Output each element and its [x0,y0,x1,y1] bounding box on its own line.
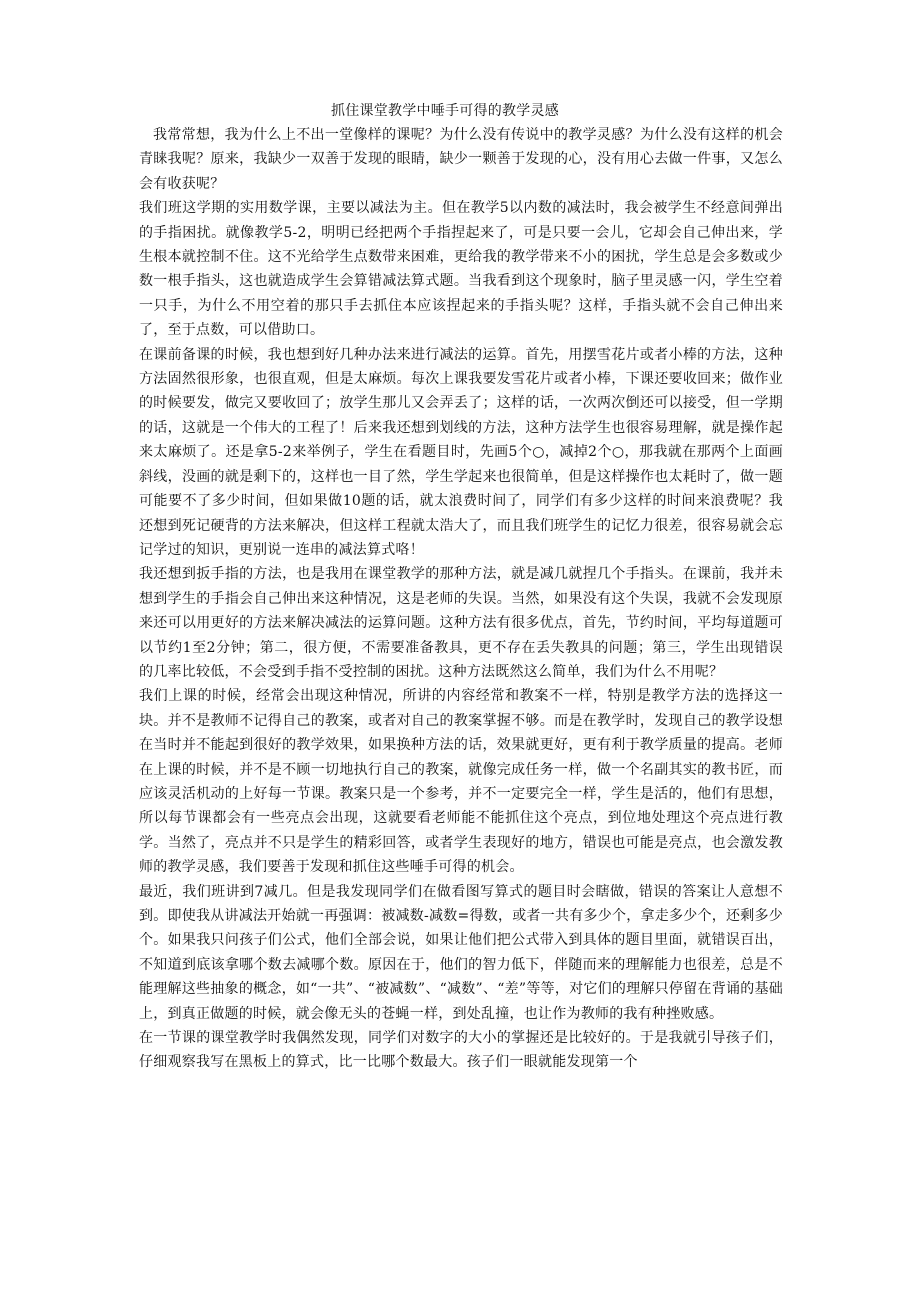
paragraph-seven-minus: 最近，我们班讲到7减几。但是我发现同学们在做看图写算式的题目时会瞎做，错误的答案让人意想不到。即使我从讲减法开始就一再强调：被减数-减数=得数，或者一共有多少个，拿走多少个，还剩多少个。如果我只问孩子们公式，他们全部会说，如果让他们把公式带入到具体的题目里面，就错误百出，不知道到底该拿哪个数去减哪个数。原因在于，他们的智力低下，伴随而来的理解能力也很差，总是不能理解这些抽象的概念，如“一共”、“被减数”、“减数”、“差”等等，对它们的理解只停留在背诵的基础上，到真正做题的时候，就会像无头的苍蝇一样，到处乱撞，也让作为教师的我有种挫败感。 [139,883,783,1022]
paragraph-lesson-plan-reflection: 我们上课的时候，经常会出现这种情况，所讲的内容经常和教案不一样，特别是教学方法的选择这一块。并不是教师不记得自己的教案，或者对自己的教案掌握不够。而是在教学时，发现自己的教学设想在当时并不能起到很好的教学效果，如果换种方法的话，效果就更好，更有利于教学质量的提高。老师在上课的时候，并不是不顾一切地执行自己的教案，就像完成任务一样，做一个名副其实的教书匠，而应该灵活机动的上好每一节课。教案只是一个参考，并不一定要完全一样，学生是活的，他们有思想，所以每节课都会有一些亮点会出现，这就要看老师能不能抓住这个亮点，到位地处理这个亮点进行教学。当然了，亮点并不只是学生的精彩回答，或者学生表现好的地方，错误也可能是亮点，也会激发教师的教学灵感，我们要善于发现和抓住这些唾手可得的机会。 [139,688,783,876]
document-body [139,99,783,1075]
paragraph-finger-method: 我还想到扳手指的方法，也是我用在课堂教学的那种方法，就是减几就捏几个手指头。在课前，我并未想到学生的手指会自己伸出来这种情况，这是老师的失误。当然，如果没有这个失误，我就不会发现原来还可以用更好的方法来解决减法的运算问题。这种方法有很多优点，首先，节约时间，平均每道题可以节约1至2分钟；第二，很方便，不需要准备教具，更不存在丢失教具的问题；第三，学生出现错误的几率比较低，不会受到手指不受控制的困扰。这种方法既然这么简单，我们为什么不用呢？ [139,566,783,680]
paragraph-finger-problem: 我们班这学期的实用数学课，主要以减法为主。但在教学5以内数的减法时，我会被学生不经意间弹出的手指困扰。就像教学5-2，明明已经把两个手指捏起来了，可是只要一会儿，它却会自己伸出来，学生根本就控制不住。这不光给学生点数带来困难，更给我的教学带来不小的困扰，学生总是会多数或少数一根手指头，这也就造成学生会算错减法算式题。当我看到这个现象时，脑子里灵感一闪，学生空着一只手，为什么不用空着的那只手去抓住本应该捏起来的手指头呢？这样，手指头就不会自己伸出来了，至于点数，可以借助口。 [139,200,783,339]
paragraph-lesson-prep-methods: 在课前备课的时候，我也想到好几种办法来进行减法的运算。首先，用摆雪花片或者小棒的方法，这种方法固然很形象，也很直观，但是太麻烦。每次上课我要发雪花片或者小棒，下课还要收回来；做作业的时候要发，做完又要收回了；放学生那儿又会弄丢了；这样的话，一次两次倒还可以接受，但一学期的话，这就是一个伟大的工程了！后来我还想到划线的方法，这种方法学生也很容易理解，就是操作起来太麻烦了。还是拿5-2来举例子，学生在看题目时，先画5个○，减掉2个○，那我就在那两个上面画斜线，没画的就是剩下的，这样也一目了然，学生学起来也很简单，但是这样操作也太耗时了，做一题可能要不了多少时间，但如果做10题的话，就太浪费时间了，同学们有多少这样的时间来浪费呢？我还想到死记硬背的方法来解决，但这样工程就太浩大了，而且我们班学生的记忆力很差，很容易就会忘记学过的知识，更别说一连串的减法算式咯！ [139,346,783,558]
paragraph-intro: 我常常想，我为什么上不出一堂像样的课呢？为什么没有传说中的教学灵感？为什么没有这样的机会青睐我呢？原来，我缺少一双善于发现的眼睛，缺少一颗善于发现的心，没有用心去做一件事，又怎么会有收获呢？ [139,127,783,192]
document-title: 抓住课堂教学中唾手可得的教学灵感 [331,103,559,119]
paragraph-number-size: 在一节课的课堂教学时我偶然发现，同学们对数字的大小的掌握还是比较好的。于是我就引导孩子们，仔细观察我写在黑板上的算式，比一比哪个数最大。孩子们一眼就能发现第一个 [139,1030,783,1071]
